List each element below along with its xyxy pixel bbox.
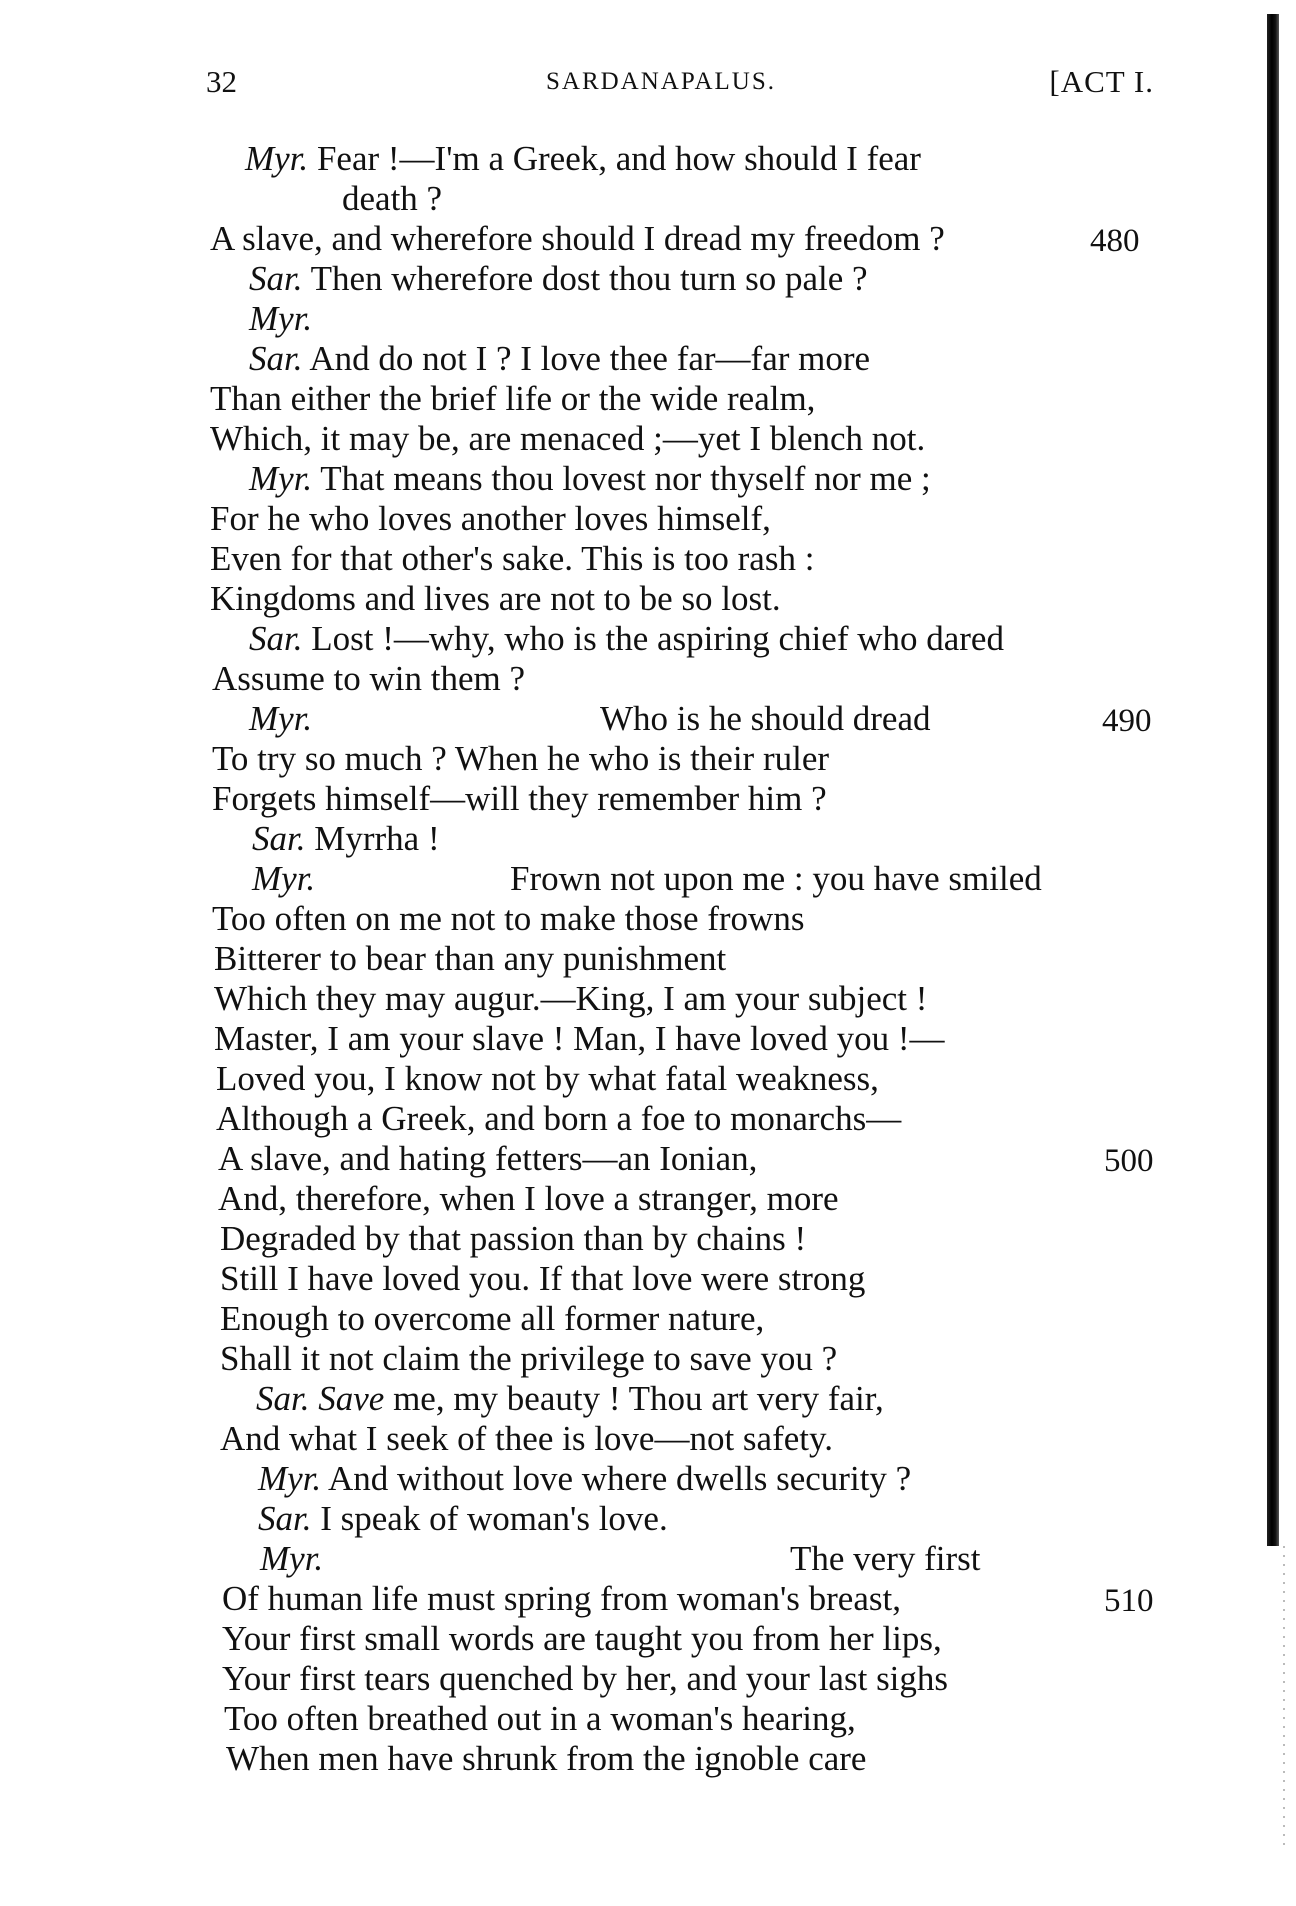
line-text: And without love where dwells security ? [321,1459,912,1498]
verse-line [212,899,804,939]
line-text: Assume to win them ? [212,659,526,698]
speaker-name: Sar. [249,259,303,298]
page-number: 32 [206,64,237,99]
verse-line [212,739,829,779]
speaker-name: Myr. [258,1459,322,1498]
line-text: A slave, and wherefore should I dread my freedom ? [210,219,945,258]
verse-line [216,1099,901,1139]
verse-line [249,699,312,739]
verse-line [210,579,781,619]
verse-line [210,499,771,539]
speaker-name: Sar. [249,619,303,658]
speaker-name: Sar. [258,1499,312,1538]
line-text: And do not I ? I love thee far—far more [302,339,871,378]
verse-line-continuation [510,859,1042,899]
line-text: Master, I am your slave ! Man, I have loved you !— [214,1019,945,1058]
verse-line [220,1419,833,1459]
line-text: Degraded by that passion than by chains ! [220,1219,807,1258]
line-text: Fear !—I'm a Greek, and how should I fear [308,139,921,178]
line-text: Which, it may be, are menaced ;—yet I blench not. [210,419,926,458]
speaker-name: Myr. [249,459,313,498]
verse-line [258,1499,668,1539]
line-text: Then wherefore dost thou turn so pale ? [302,259,868,298]
speaker-name: Sar. [252,819,306,858]
verse-line [214,939,726,979]
speaker-name: Myr. [245,139,309,178]
line-text: Your first tears quenched by her, and your last sighs [222,1659,949,1698]
speaker-name: Myr. [249,699,313,738]
line-text: Shall it not claim the privilege to save you ? [220,1339,838,1378]
line-number: 480 [1090,223,1140,259]
line-text: Too often breathed out in a woman's hearing, [224,1699,856,1738]
line-text: Loved you, I know not by what fatal weakness, [216,1059,879,1098]
line-number: 490 [1102,703,1152,739]
verse-line [249,339,870,379]
verse-line [210,379,815,419]
line-text: For he who loves another loves himself, [210,499,771,538]
book-spine-edge [1267,14,1279,1546]
verse-line [220,1299,764,1339]
line-text: I speak of woman's love. [311,1499,668,1538]
verse-line [245,139,921,179]
verse-line [224,1699,856,1739]
line-text: To try so much ? When he who is their ruler [212,739,830,778]
line-text: Forgets himself—will they remember him ? [212,779,827,818]
line-text: Kingdoms and lives are not to be so lost. [210,579,781,618]
verse-line [218,1179,839,1219]
act-label: [ACT I. [1049,64,1154,99]
line-text: And, therefore, when I love a stranger, more [218,1179,839,1218]
line-text: Of human life must spring from woman's breast, [222,1579,901,1618]
running-title: SARDANAPALUS. [546,68,776,95]
verse-line [249,259,868,299]
line-text: Than either the brief life or the wide realm, [210,379,816,418]
line-text: death ? [342,179,443,218]
verse-line [216,1059,879,1099]
speaker-name: Sar. [249,339,303,378]
verse-line-continuation [600,699,930,739]
line-text: Although a Greek, and born a foe to monarchs— [216,1099,902,1138]
line-text: And what I seek of thee is love—not safety. [220,1419,833,1458]
line-number: 500 [1104,1143,1154,1179]
verse-line [249,459,931,499]
verse-line [218,1139,757,1179]
line-text: That means thou lovest nor thyself nor me ; [312,459,931,498]
verse-line [222,1579,901,1619]
verse-line-continuation [790,1539,980,1579]
verse-line [220,1219,806,1259]
emphasized-word: Save [318,1379,385,1418]
speaker-name: Sar. [256,1379,310,1418]
verse-line [256,1379,884,1419]
verse-line [214,979,927,1019]
line-text: Bitterer to bear than any punishment [214,939,727,978]
verse-line [214,1019,944,1059]
speaker-name: Myr. [260,1539,324,1578]
verse-line [220,1339,837,1379]
verse-line [342,179,442,219]
line-text: Even for that other's sake. This is too rash : [210,539,815,578]
line-text: Who is he should dread [600,699,931,738]
verse-line [226,1739,866,1779]
verse-line [258,1459,911,1499]
verse-line [212,659,525,699]
line-text: Which they may augur.—King, I am your subject ! [214,979,928,1018]
verse-line [222,1619,942,1659]
verse-line [210,539,814,579]
verse-line [249,299,312,339]
verse-line [252,819,440,859]
line-text: Frown not upon me : you have smiled [510,859,1042,898]
line-text: Myrrha ! [305,819,440,858]
line-text: Save me, my beauty ! Thou art very fair, [318,1379,884,1418]
line-number: 510 [1104,1583,1154,1619]
verse-line [222,1659,948,1699]
line-text: The very first [790,1539,981,1578]
verse-line [252,859,315,899]
line-text: Enough to overcome all former nature, [220,1299,765,1338]
speaker-name: Myr. [252,859,316,898]
running-header [206,64,1154,108]
verse-line [220,1259,865,1299]
verse-line [210,419,925,459]
line-text: Your first small words are taught you from her lips, [222,1619,942,1658]
line-text: When men have shrunk from the ignoble care [226,1739,867,1778]
verse-line [212,779,827,819]
page-edge-shadow [1283,1546,1285,1846]
line-text: Lost !—why, who is the aspiring chief who dared [302,619,1004,658]
verse-line [249,619,1004,659]
line-text: A slave, and hating fetters—an Ionian, [218,1139,758,1178]
line-text: Too often on me not to make those frowns [212,899,805,938]
verse-line [210,219,945,259]
line-text: Still I have loved you. If that love were strong [220,1259,866,1298]
verse-line [260,1539,323,1579]
speaker-name: Myr. [249,299,313,338]
